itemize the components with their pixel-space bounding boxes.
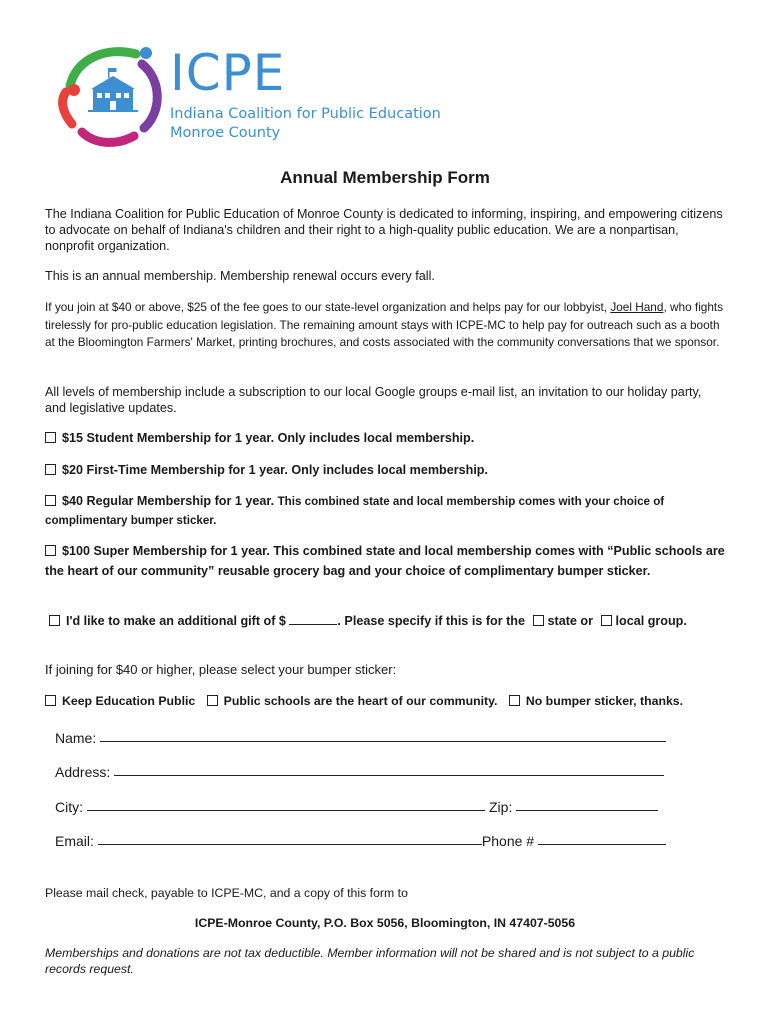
name-field[interactable] — [100, 740, 666, 742]
email-phone-row — [55, 833, 675, 849]
name-row — [55, 730, 675, 746]
gift-specify-label: . Please specify if this is for the — [337, 614, 529, 628]
gift-checkbox[interactable] — [49, 615, 60, 626]
org-full-name: Indiana Coalition for Public Education — [170, 106, 441, 122]
option-first-time — [45, 461, 735, 480]
org-county: Monroe County — [170, 125, 281, 141]
state-group-checkbox[interactable] — [533, 615, 544, 626]
fee-text-after: , who fights tirelessly for pro-public education legislation. The remaining amount stays with ICPE-MC to help pay for outreach such as a booth at the Bloomington Farmers' Market, printing brochures, and costs associated with the community conversations that we sponsor. — [45, 300, 724, 349]
city-label: City: — [55, 799, 83, 815]
zip-field[interactable] — [516, 809, 658, 811]
sticker-none-label: No bumper sticker, thanks. — [525, 694, 684, 708]
city-field[interactable] — [87, 809, 485, 811]
gift-label: I'd like to make an additional gift of $ — [66, 614, 290, 628]
name-label: Name: — [55, 730, 97, 746]
levels-paragraph: All levels of membership include a subscription to our local Google groups e-mail list, an invitation to our holiday party, and legislative updates. — [45, 385, 702, 415]
address-label: Address: — [55, 764, 111, 780]
email-field[interactable] — [98, 843, 482, 845]
lobbyist-link[interactable]: Joel Hand — [610, 300, 664, 314]
logo-arc-purple — [142, 64, 157, 128]
logo-arc-green — [70, 52, 136, 86]
sticker-keep-checkbox[interactable] — [45, 695, 56, 706]
zip-label: Zip: — [489, 799, 513, 815]
school-icon — [88, 68, 138, 112]
logo-dot-blue — [140, 47, 152, 59]
sticker-prompt: If joining for $40 or higher, please select your bumper sticker: — [45, 662, 397, 677]
state-group-label: state or — [547, 614, 597, 628]
form-title: Annual Membership Form — [280, 168, 490, 187]
first-time-label: $20 First-Time Membership for 1 year. Only includes local membership. — [62, 463, 489, 477]
sticker-heart-checkbox[interactable] — [207, 695, 218, 706]
super-checkbox[interactable] — [45, 545, 56, 556]
email-label: Email: — [55, 833, 94, 849]
fee-paragraph — [45, 299, 725, 352]
option-student — [45, 429, 735, 448]
logo-arc-magenta — [82, 132, 134, 142]
logo-arc-red — [63, 92, 72, 124]
mailing-address: ICPE-Monroe County, P.O. Box 5056, Bloomington, IN 47407-5056 — [194, 916, 576, 930]
option-regular — [45, 492, 735, 530]
local-group-label: local group. — [615, 614, 687, 628]
first-time-checkbox[interactable] — [45, 464, 56, 475]
regular-checkbox[interactable] — [45, 495, 56, 506]
option-gift — [49, 612, 739, 631]
student-checkbox[interactable] — [45, 432, 56, 443]
city-zip-row — [55, 799, 675, 815]
address-field[interactable] — [114, 774, 664, 776]
phone-label: Phone # — [481, 833, 535, 849]
sticker-heart-label: Public schools are the heart of our community. — [223, 694, 498, 708]
gift-amount-field[interactable] — [289, 613, 337, 625]
sticker-options — [45, 694, 691, 708]
disclaimer: Memberships and donations are not tax deductible. Member information will not be shared and is not subject to a public records request. — [45, 946, 695, 976]
local-group-checkbox[interactable] — [601, 615, 612, 626]
org-acronym: ICPE — [170, 44, 286, 102]
sticker-none-checkbox[interactable] — [509, 695, 520, 706]
phone-field[interactable] — [538, 843, 666, 845]
logo-dot-red — [68, 84, 80, 96]
student-label: $15 Student Membership for 1 year. Only includes local membership. — [62, 431, 475, 445]
regular-label: $40 Regular Membership for 1 year. — [62, 494, 278, 508]
option-super — [45, 542, 735, 581]
address-row — [55, 764, 675, 780]
mail-instructions: Please mail check, payable to ICPE-MC, and a copy of this form to — [45, 886, 408, 900]
sticker-keep-label: Keep Education Public — [62, 694, 196, 708]
icpe-logo — [58, 44, 168, 148]
annual-paragraph: This is an annual membership. Membership renewal occurs every fall. — [45, 269, 435, 283]
fee-text-before: If you join at $40 or above, $25 of the fee goes to our state-level organization and helps pay for our lobbyist, — [45, 300, 611, 314]
super-label: $100 Super Membership for 1 year. This combined state and local membership comes with “Public schools are the heart of our community” reusable grocery bag and your choice of complimentary bumper sticker. — [45, 544, 725, 578]
regular-detail: This combined state and local membership comes with your choice of complimentary bumper sticker. — [45, 495, 665, 527]
intro-paragraph: The Indiana Coalition for Public Education of Monroe County is dedicated to informing, inspiring, and empowering citizens to advocate on behalf of Indiana's children and their right to a high-quality public education. We are a nonpartisan, nonprofit organization. — [45, 207, 723, 253]
